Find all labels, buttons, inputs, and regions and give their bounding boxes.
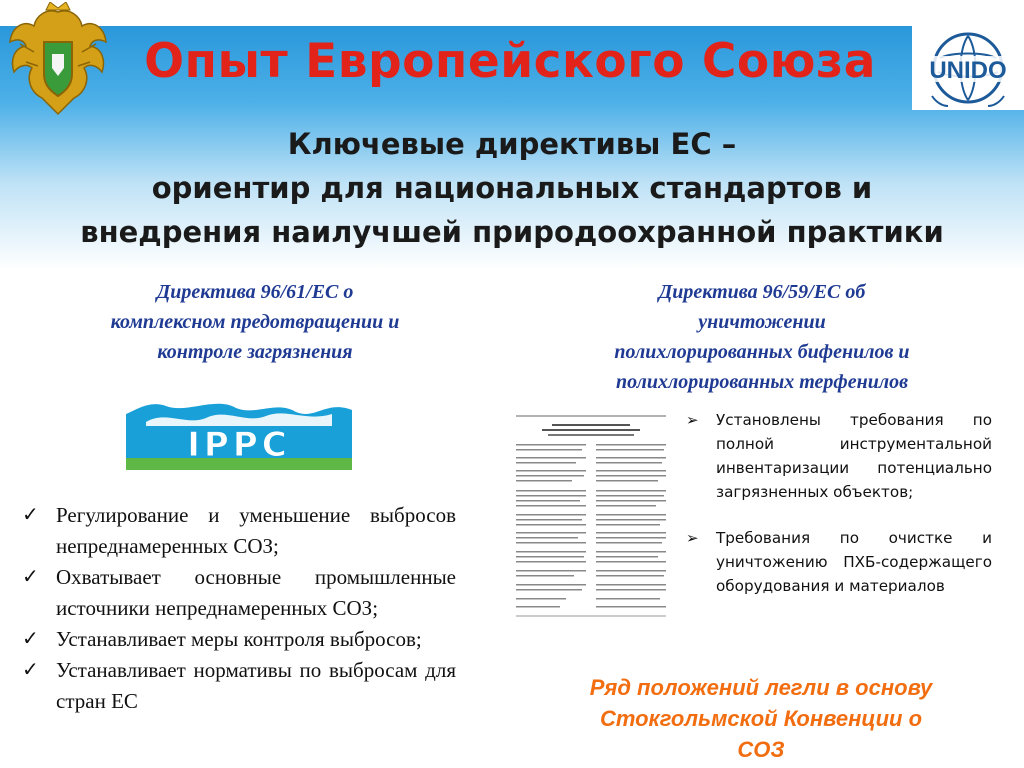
checkmark-icon: ✓ xyxy=(22,659,39,681)
stockholm-convention-note xyxy=(556,672,966,765)
bullet-item-text: Установлены требования по полной инструментальной инвентаризации потенциально загрязненных объектов; xyxy=(716,411,992,501)
checkmark-icon: ✓ xyxy=(22,566,39,588)
unido-logo-icon xyxy=(912,26,1024,110)
directive-line: уничтожении xyxy=(698,311,826,333)
subtitle-line: внедрения наилучшей природоохранной практики xyxy=(80,215,944,249)
subtitle-line: Ключевые директивы ЕС – xyxy=(287,127,737,161)
checkmark-icon: ✓ xyxy=(22,504,39,526)
checklist-item-text: Устанавливает нормативы по выбросам для стран ЕС xyxy=(56,658,456,713)
directive-line: полихлорированных терфенилов xyxy=(615,371,909,393)
checklist-item-text: Регулирование и уменьшение выбросов непреднамеренных СОЗ; xyxy=(56,503,456,558)
checklist-item xyxy=(22,624,456,655)
unido-logo-text: UNIDO xyxy=(929,57,1007,84)
checklist-item xyxy=(22,500,456,562)
arrow-bullet-icon: ➢ xyxy=(686,529,699,547)
checklist-item xyxy=(22,655,456,717)
directive-line: контроле загрязнения xyxy=(157,341,353,363)
directive-line: полихлорированных бифенилов и xyxy=(614,341,910,363)
document-page-thumbnail-icon xyxy=(512,410,670,625)
arrow-bullet-icon: ➢ xyxy=(686,411,699,429)
directive-96-61-checklist xyxy=(22,500,456,717)
directive-96-61-heading xyxy=(40,277,470,367)
directive-96-59-heading xyxy=(562,277,962,397)
ippc-logo-text: IPPC xyxy=(187,425,291,465)
double-headed-eagle-emblem-icon xyxy=(6,2,110,120)
ippc-logo xyxy=(126,370,352,470)
subtitle-line: ориентир для национальных стандартов и xyxy=(151,171,873,205)
conclusion-line: СОЗ xyxy=(737,737,785,762)
checklist-item-text: Охватывает основные промышленные источники непреднамеренных СОЗ; xyxy=(56,565,456,620)
bullet-item xyxy=(686,526,992,598)
directive-line: Директива 96/59/ЕС об xyxy=(658,281,866,303)
bullet-item xyxy=(686,408,992,504)
header-top-strip xyxy=(0,0,1024,26)
directive-line: комплексном предотвращении и xyxy=(110,311,400,333)
checklist-item xyxy=(22,562,456,624)
page-title: Опыт Европейского Союза xyxy=(144,34,876,89)
page-subtitle xyxy=(40,122,984,254)
checklist-item-text: Устанавливает меры контроля выбросов; xyxy=(56,627,422,651)
directive-line: Директива 96/61/ЕС о xyxy=(156,281,354,303)
conclusion-line: Стокгольмской Конвенции о xyxy=(599,706,923,731)
directive-96-59-bullets xyxy=(686,408,992,598)
checkmark-icon: ✓ xyxy=(22,628,39,650)
conclusion-line: Ряд положений легли в основу xyxy=(589,675,933,700)
bullet-item-text: Требования по очистке и уничтожению ПХБ-содержащего оборудования и материалов xyxy=(716,529,992,595)
